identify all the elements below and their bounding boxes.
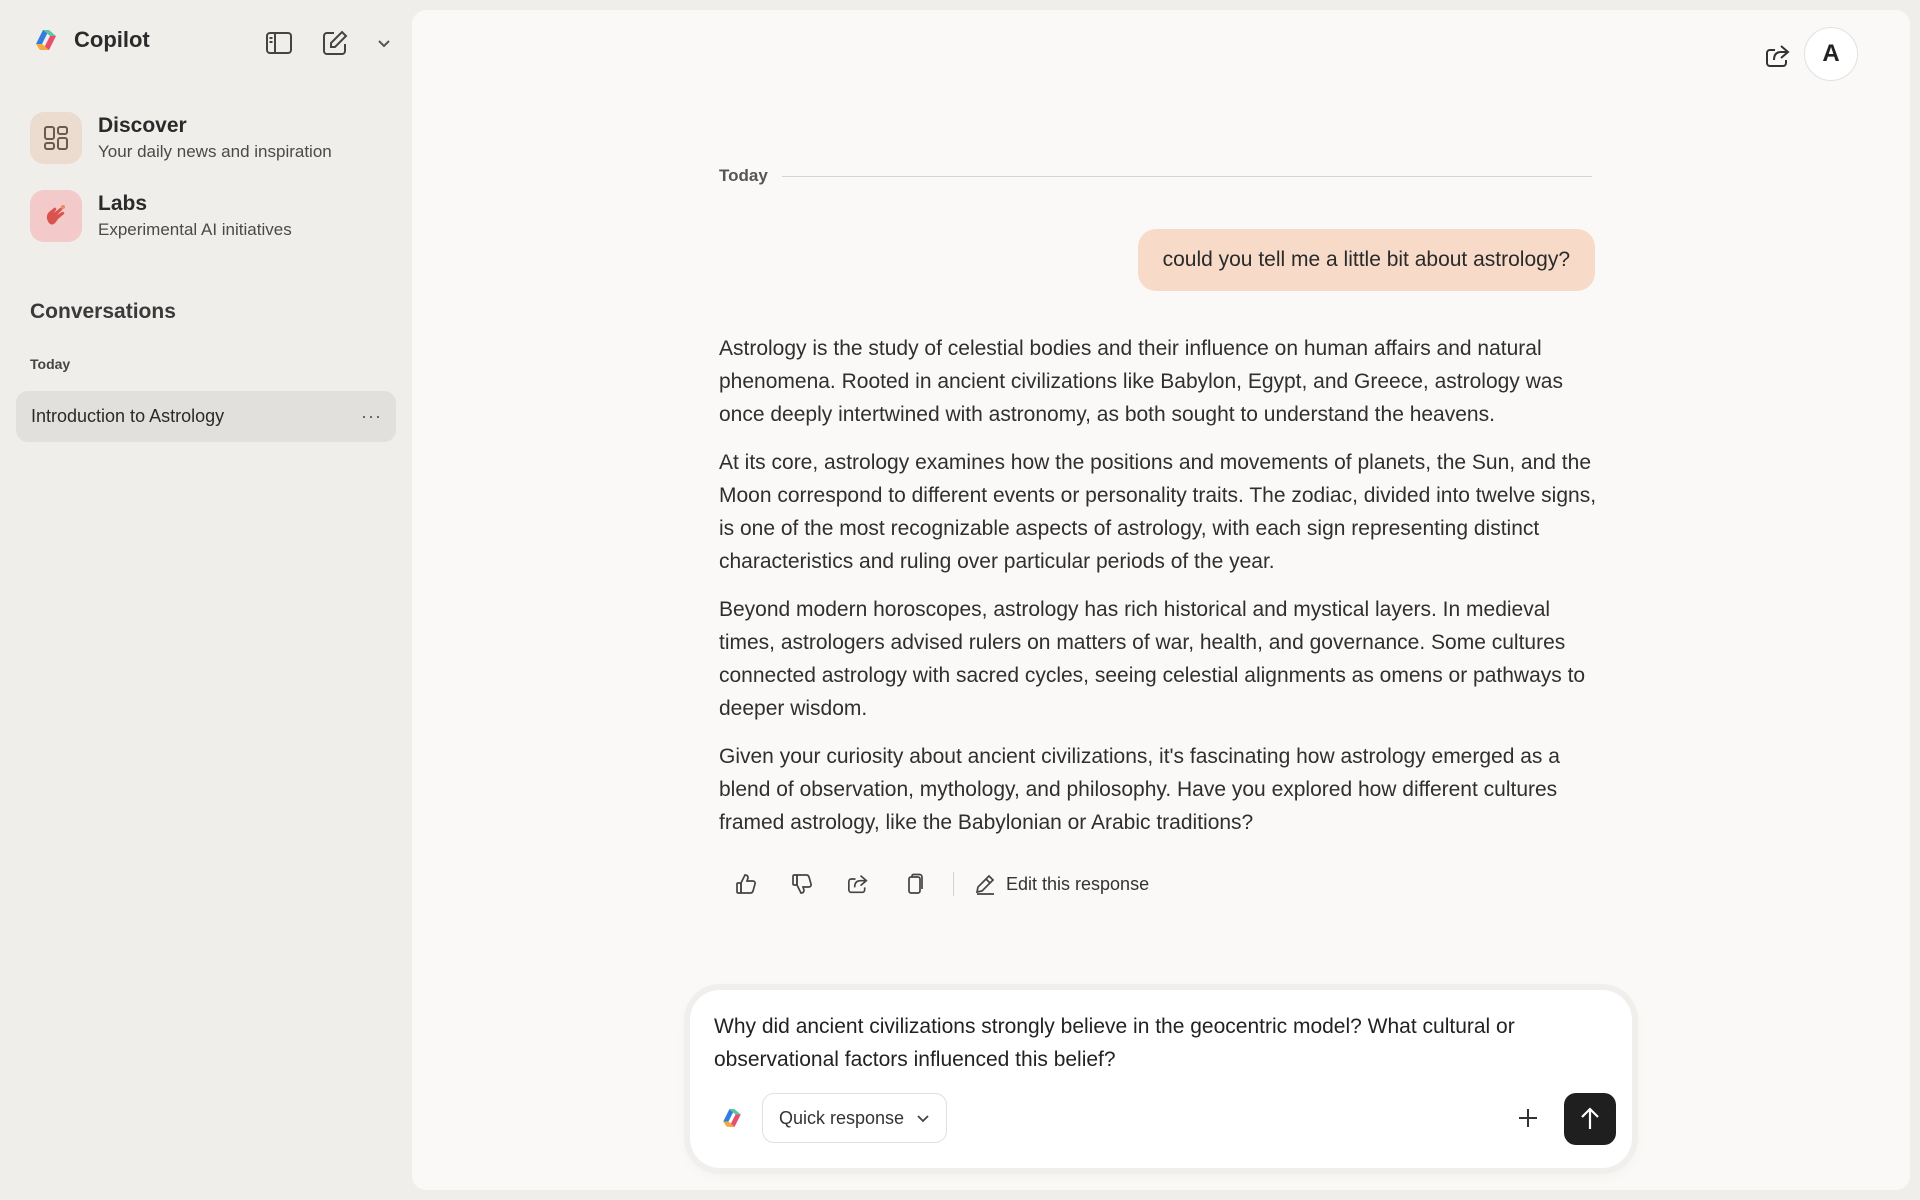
sidebar-item-discover[interactable] [30,112,332,164]
new-chat-options-button[interactable] [374,26,394,60]
user-avatar[interactable]: A [1804,27,1858,81]
app-name: Copilot [74,27,150,52]
response-paragraph: Beyond modern horoscopes, astrology has rich historical and mystical layers. In medieval times, astrologers advised rulers on matters of war, health, and governance. Some cultures connected astrology with sacred cycles, seeing celestial alignments as omens or pathways to deeper wisdom. [719,598,1586,720]
discover-subtitle: Your daily news and inspiration [98,142,332,161]
conversation-group-label: Today [30,356,71,372]
discover-title: Discover [98,114,187,137]
labs-text [98,192,292,240]
copy-icon [904,873,924,895]
like-button[interactable] [727,865,765,903]
dislike-button[interactable] [783,865,821,903]
response-paragraph: Astrology is the study of celestial bodies and their influence on human affairs and natural phenomena. Rooted in ancient civilizations like Babylon, Egypt, and Greece, astrology was once deeply intertwined with astronomy, as both sought to understand the heavens. [719,337,1563,426]
plus-icon [1516,1106,1540,1130]
discover-text [98,114,332,162]
copilot-logo-icon [30,24,62,56]
discover-icon-tile [30,112,82,164]
share-conversation-button[interactable] [1758,36,1798,76]
chat-panel [412,10,1910,1190]
copilot-logo-icon [718,1104,746,1132]
conversation-item[interactable] [16,391,396,442]
sidebar-toolbar [262,26,394,60]
response-paragraph: Given your curiosity about ancient civilizations, it's fascinating how astrology emerged as a blend of observation, mythology, and philosophy. Have you explored how different cultures framed astrology, like the Babylonian or Arabic traditions? [719,745,1560,834]
compose-icon [321,29,349,57]
brand[interactable] [30,24,150,56]
sidebar [0,0,412,1200]
share-icon [1765,44,1791,68]
labs-subtitle: Experimental AI initiatives [98,220,292,239]
day-separator [719,166,1592,186]
response-mode-select[interactable] [762,1093,947,1143]
chevron-down-icon [377,38,391,48]
share-response-button[interactable] [839,865,877,903]
labs-hand-icon [42,202,70,230]
message-input[interactable]: Why did ancient civilizations strongly believe in the geocentric model? What cultural or observational factors influenced this belief? [714,1015,1515,1071]
response-mode-label: Quick response [779,1107,905,1128]
response-paragraph: At its core, astrology examines how the positions and movements of planets, the Sun, and the Moon correspond to different events or personality traits. The zodiac, divided into twelve signs, is one of the most recognizable aspects of astrology, with each sign representing distinct characteristics and ruling over particular periods of the year. [719,451,1597,573]
message-composer [690,990,1632,1168]
arrow-up-icon [1578,1106,1602,1132]
new-chat-button[interactable] [318,26,352,60]
day-label: Today [719,166,768,185]
toggle-sidebar-button[interactable] [262,26,296,60]
more-options-button[interactable]: ··· [361,406,382,426]
conversation-title: Introduction to Astrology [31,406,225,426]
user-message: could you tell me a little bit about astrology? [1138,229,1595,291]
send-button[interactable] [1564,1093,1616,1145]
chevron-down-icon [916,1113,930,1123]
share-icon [847,874,869,894]
actions-divider [953,872,954,896]
copy-button[interactable] [895,865,933,903]
separator-line [782,176,1592,177]
edit-response-button[interactable] [974,873,1149,895]
thumbs-up-icon [735,873,757,895]
add-attachment-button[interactable] [1510,1100,1546,1136]
sidebar-panel-icon [265,31,293,55]
response-actions [727,865,1149,903]
labs-icon-tile [30,190,82,242]
grid-icon [43,125,69,151]
assistant-response [719,332,1599,854]
edit-response-label: Edit this response [1006,873,1150,894]
conversations-heading: Conversations [30,300,176,323]
sidebar-item-labs[interactable] [30,190,292,242]
pencil-icon [974,873,996,895]
thumbs-down-icon [791,873,813,895]
labs-title: Labs [98,192,148,215]
